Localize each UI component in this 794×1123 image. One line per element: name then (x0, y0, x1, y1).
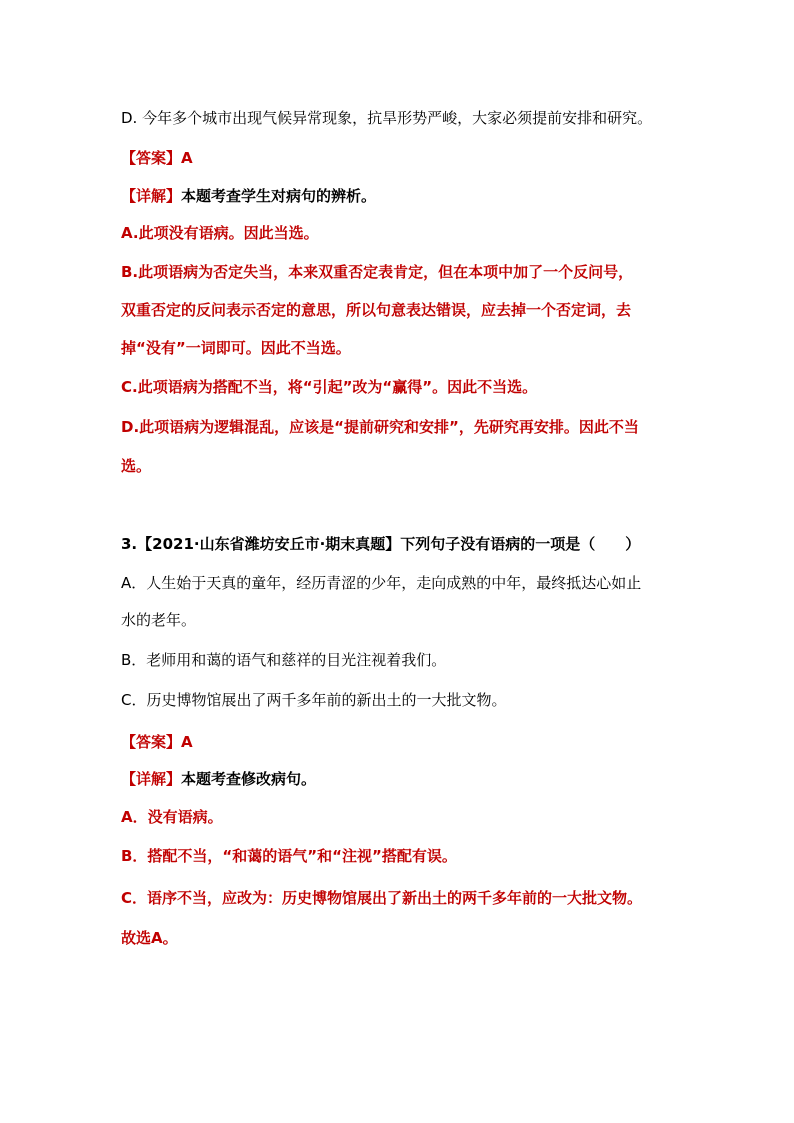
explain-a-1: A.此项没有语病。因此当选。 (121, 224, 319, 242)
answer-label: 【答案】 (121, 149, 182, 167)
question-text: 下列句子没有语病的一项是（ ） (400, 535, 641, 553)
explain-c-1: C.此项语病为搭配不当，将“引起”改为“赢得”。因此不当选。 (121, 378, 538, 396)
detail-label: 【详解】 (121, 770, 182, 788)
explain-a-2: A．没有语病。 (121, 808, 223, 826)
detail-intro: 本题考查学生对病句的辨析。 (181, 187, 377, 205)
answer-value: A (181, 733, 193, 751)
question-source: 【2021·山东省潍坊安丘市·期末真题】 (137, 535, 401, 553)
explain-b-1-line3: 掉“没有”一词即可。因此不当选。 (121, 339, 351, 357)
explain-b-2: B．搭配不当，“和蔼的语气”和“注视”搭配有误。 (121, 847, 457, 865)
detail-label: 【详解】 (121, 187, 182, 205)
explain-b-1-line1: B.此项语病为否定失当，本来双重否定表肯定，但在本项中加了一个反问号， (121, 263, 634, 281)
detail-2 (121, 768, 316, 790)
explain-b-1-line2: 双重否定的反问表示否定的意思，所以句意表达错误，应去掉一个否定词，去 (121, 301, 632, 319)
explain-d-1-line2: 选。 (121, 457, 152, 475)
option-b-text: B．老师用和蔼的语气和慈祥的目光注视着我们。 (121, 651, 447, 669)
answer-2 (121, 731, 193, 753)
answer-label: 【答案】 (121, 733, 182, 751)
question-num: 3. (121, 535, 138, 553)
option-a-line2: 水的老年。 (121, 611, 197, 629)
answer-value: A (181, 149, 193, 167)
question-3 (121, 533, 640, 555)
option-a-line1: A．人生始于天真的童年，经历青涩的少年，走向成熟的中年，最终抵达心如止 (121, 574, 642, 592)
answer-1 (121, 147, 193, 169)
explain-c-2: C．语序不当，应改为：历史博物馆展出了新出土的两千多年前的一大批文物。 (121, 889, 643, 907)
explain-d-1-line1: D.此项语病为逻辑混乱，应该是“提前研究和安排”，先研究再安排。因此不当 (121, 418, 639, 436)
detail-intro: 本题考查修改病句。 (181, 770, 317, 788)
option-d-text: D. 今年多个城市出现气候异常现象，抗旱形势严峻，大家必须提前安排和研究。 (121, 109, 653, 127)
detail-1 (121, 185, 376, 207)
option-c-text: C．历史博物馆展出了两千多年前的新出土的一大批文物。 (121, 691, 507, 709)
conclusion-2: 故选A。 (121, 929, 178, 947)
